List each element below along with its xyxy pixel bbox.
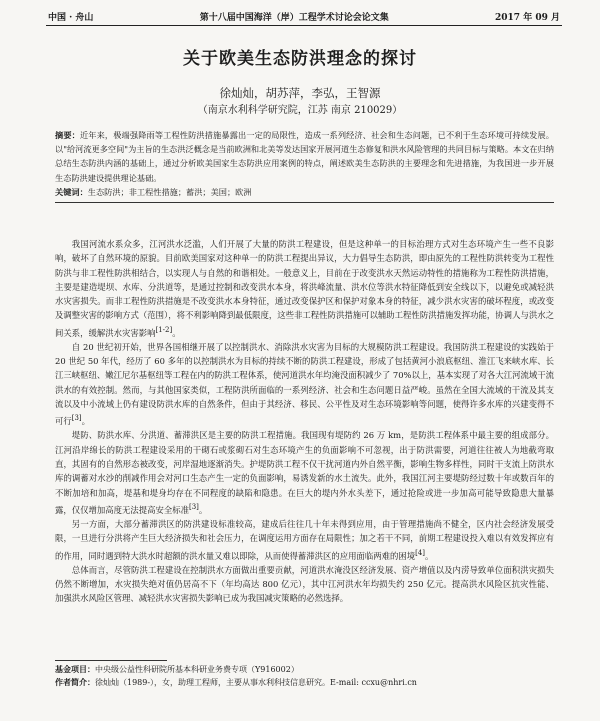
citation: [1-2] (155, 325, 173, 334)
keywords-label: 关键词： (55, 187, 88, 197)
affiliation: （南京水利科学研究院，江苏 南京 210029） (197, 105, 403, 116)
header-date: 2017 年 09 月 (495, 12, 560, 23)
paragraph: 另一方面，大部分蓄滞洪区的防洪建设标准较高，建成后往往几十年未得到应用，由于管理措施尚不健全，区内社会经济发展受限，一旦进行分洪将产生巨大经济损失和社会压力，在调度运用方面存在局限性；加之若干不同，前期工程建设投入难以有效发挥应有的作用，同时遇到特大洪水时超额的洪水量又难以即除，从而使得蓄滞洪区的应用面临两难的困境[4]。 (55, 519, 554, 561)
header-divider (46, 25, 562, 26)
footnotes (55, 663, 554, 689)
keywords (55, 187, 554, 198)
header-location: 中国 · 舟山 (48, 12, 94, 23)
paragraph: 总体而言，尽管防洪工程建设在控制洪水方面做出重要贡献，河道洪水淹没区经济发展、资产增值以及内涝导致单位面积洪灾损失仍然不断增加，水灾损失绝对值仍居高不下（年均高达 800 亿元），其中江河洪水年均损失约 250 亿元。提高洪水风险区抗灾性能、加强洪水风险区管理、减轻洪水灾害损失影响已成为我国减灾策略的必然选择。 (55, 564, 554, 604)
paper-title: 关于欧美生态防洪理念的探讨 (183, 49, 417, 69)
citation: [3] (189, 502, 199, 511)
abstract-label: 摘要： (55, 130, 80, 140)
running-header (48, 9, 560, 23)
paragraph: 我国河流水系众多，江河洪水泛滥，人们开展了大量的防洪工程建设，但是这种单一的目标治理方式对生态环境产生一些不良影响，破坏了自然环境的原貌。目前欧美国家对这种单一的防洪工程提出异议，大力倡导生态防洪，即由原先的工程性防洪转变为工程性防洪与非工程性防洪相结合，以实现人与自然的和谐相处。一般意义上，目前在于改变洪水天然运动特性的措施称为工程性防洪措施，主要是建造堤坝、水库、分洪道等，是通过控制和改变洪水本身，将洪峰流量、洪水位等洪水特征降低到安全线以下，以避免或减轻洪水灾害损失。而非工程性防洪措施是不改变洪水本身特征，通过改变保护区和保护对象本身的特征，减少洪水灾害的破坏程度，或改变及调整灾害的影响方式（范围），将不利影响降到最低限度，这些非工程性防洪措施可以辅助工程性防洪措施发挥功能，协调人与洪水之间关系，缓解洪水灾害影响[1-2]。 (55, 239, 554, 338)
paragraph: 堤防、防洪水库、分洪道、蓄滞洪区是主要的防洪工程措施。我国现有堤防约 26 万 km，是防洪工程体系中最主要的组成部分。江河沿岸绵长的防洪工程建设采用的干砌石或浆砌石对生态环境产生的负面影响不可忽视，出于防洪需要，河道往往被人为地截弯取直，其固有的自然形态被改变，河岸湿地逐渐消失。护堤防洪工程不仅干扰河道内外自然平衡，影响生物多样性，同时干支流上防洪水库的调蓄对水沙的削减作用会对河口生态产生一定的负面影响，易诱发新的水土流失。此外，我国江河主要堤防经过数十年或数百年的不断加培和加高，堤基和堤身均存在不同程度的缺陷和隐患。在巨大的堤内外水头差下，通过抢险或进一步加高可能导致隐患大量暴露，仅仅增加高度无法提高安全标准[3]。 (55, 430, 554, 515)
fund-note: 基金项目：中央级公益性科研院所基本科研业务费专项（Y916002） (55, 665, 299, 674)
header-proceedings: 第十八届中国海洋（岸）工程学术讨论会论文集 (199, 12, 389, 23)
body-text (55, 237, 554, 606)
author-note: 作者简介：徐灿灿（1989-），女，助理工程师，主要从事水利科技信息研究。E-mail: ccxu@nhri.cn (55, 678, 417, 687)
author-list: 徐灿灿，胡苏萍，李弘，王智源 (219, 86, 381, 100)
abstract-text: 近年来，极端强降雨等工程性防洪措施暴露出一定的局限性，造成一系列经济、社会和生态问题，已不利于生态环境可持续发展。以"给河流更多空间"为主旨的生态洪泛概念是当前欧洲和北美等发达国家开展河道生态修复和洪水风险管理的共同目标与策略。本文在归纳总结生态防洪内涵的基础上，通过分析欧美国家生态防洪应用案例的特点，阐述欧美生态防洪的主要理念和先进措施，为我国进一步开展生态防洪建设提供理论基础。 (55, 130, 554, 183)
citation: [4] (415, 548, 426, 557)
keywords-divider (55, 202, 554, 203)
paragraph: 自 20 世纪初开始，世界各国相继开展了以控制洪水、消除洪水灾害为目标的大规模防洪工程建设。我国防洪工程建设的实践始于 20 世纪 50 年代，经历了 60 多年的以控制洪水为目标的持续不断的防洪工程建设，形成了包括黄河小浪底枢纽、淮江飞来峡水库、长江三峡枢纽、嫩江尼尔基枢纽等工程在内的防洪工程体系，使河道洪水年均淹没面积减少了 70%以上，基本实现了对各大江河流域干流洪水的有效控制。然而，与其他国家类似，工程防洪所面临的一系列经济、社会和生态问题日益严峻。虽然在全国大流域的干流及其支流以及中小流域上仍有建设防洪水库的自然条件，但由于其经济、移民、公平性及对生态环境影响等问题，使得许多水库的兴建变得不可行[3]。 (55, 341, 554, 427)
abstract (55, 128, 554, 185)
footnote-divider (55, 660, 167, 661)
keywords-text: 生态防洪；非工程性措施；蓄洪；美国；欧洲 (87, 187, 252, 197)
citation: [3] (71, 414, 82, 423)
